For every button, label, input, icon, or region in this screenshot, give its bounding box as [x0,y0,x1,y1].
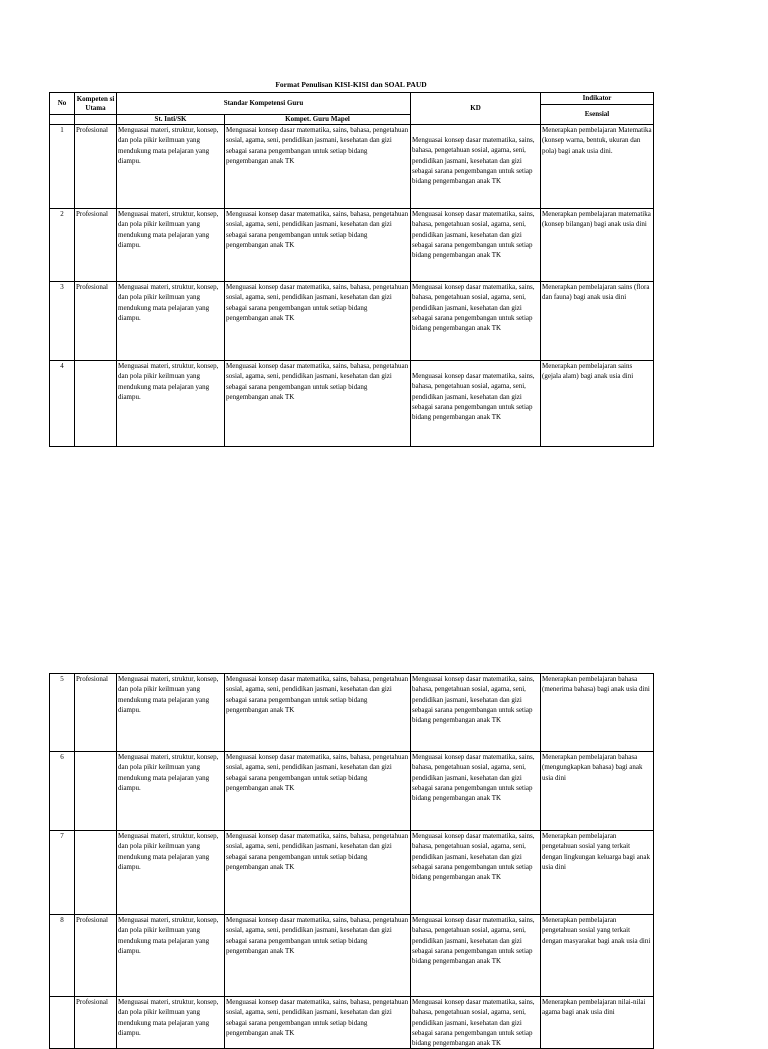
row-number: 3 [50,282,75,361]
row-kd: Menguasai konsep dasar matematika, sains, bahasa, pengetahuan sosial, agama, seni, pendidikan jasmani, kesehatan dan gizi sebagai sarana pengembangan untuk setiap bidang pengembangan anak TK [411,674,541,752]
table-row [50,997,654,1049]
row-kompet-mapel: Menguasai konsep dasar matematika, sains, bahasa, pengetahuan sosial, agama, seni, pendidikan jasmani, kesehatan dan gizi sebagai sarana pengembangan untuk setiap bidang pengembangan anak TK [225,361,411,447]
row-kd: Menguasai konsep dasar matematika, sains, bahasa, pengetahuan sosial, agama, seni, pendidikan jasmani, kesehatan dan gizi sebagai sarana pengembangan untuk setiap bidang pengembangan anak TK [411,209,541,282]
table-row [50,752,654,831]
header-indikator: Indikator [541,93,654,105]
header-no-continued [50,115,75,125]
row-kompet-mapel: Menguasai konsep dasar matematika, sains, bahasa, pengetahuan sosial, agama, seni, pendidikan jasmani, kesehatan dan gizi sebagai sarana pengembangan untuk setiap bidang pengembangan anak TK [225,997,411,1049]
row-st-inti: Menguasai materi, struktur, konsep, dan pola pikir keilmuan yang mendukung mata pelajaran yang diampu. [117,915,225,997]
header-st-inti: St. Inti/SK [117,115,225,125]
row-st-inti: Menguasai materi, struktur, konsep, dan pola pikir keilmuan yang mendukung mata pelajaran yang diampu. [117,674,225,752]
header-kompetensi-utama: Kompeten si Utama [75,93,117,115]
table-row [50,915,654,997]
row-indikator-esensial: Menerapkan pembelajaran pengetahuan sosial yang terkait dengan lingkungan keluarga bagi anak usia dini [541,831,654,915]
row-number [50,997,75,1049]
row-kompetensi-utama: Profesional [75,282,117,361]
row-st-inti: Menguasai materi, struktur, konsep, dan pola pikir keilmuan yang mendukung mata pelajaran yang diampu. [117,997,225,1049]
row-number: 4 [50,361,75,447]
row-kompetensi-utama: Profesional [75,125,117,209]
row-number: 6 [50,752,75,831]
row-st-inti: Menguasai materi, struktur, konsep, dan pola pikir keilmuan yang mendukung mata pelajaran yang diampu. [117,209,225,282]
row-kompet-mapel: Menguasai konsep dasar matematika, sains, bahasa, pengetahuan sosial, agama, seni, pendidikan jasmani, kesehatan dan gizi sebagai sarana pengembangan untuk setiap bidang pengembangan anak TK [225,915,411,997]
row-indikator-esensial: Menerapkan pembelajaran pengetahuan sosial yang terkait dengan masyarakat bagi anak usia dini [541,915,654,997]
row-indikator-esensial: Menerapkan pembelajaran sains (gejala alam) bagi anak usia dini [541,361,654,447]
row-st-inti: Menguasai materi, struktur, konsep, dan pola pikir keilmuan yang mendukung mata pelajaran yang diampu. [117,361,225,447]
row-kompetensi-utama: Profesional [75,997,117,1049]
kisi-table-body-page-2 [50,674,654,1049]
row-kompetensi-utama: Profesional [75,674,117,752]
row-st-inti: Menguasai materi, struktur, konsep, dan pola pikir keilmuan yang mendukung mata pelajaran yang diampu. [117,125,225,209]
row-kd: Menguasai konsep dasar matematika, sains, bahasa, pengetahuan sosial, agama, seni, pendidikan jasmani, kesehatan dan gizi sebagai sarana pengembangan untuk setiap bidang pengembangan anak TK [411,915,541,997]
header-kd: KD [411,93,541,125]
row-indikator-esensial: Menerapkan pembelajaran matematika (konsep bilangan) bagi anak usia dini [541,209,654,282]
row-indikator-esensial: Menerapkan pembelajaran Matematika (konsep warna, bentuk, ukuran dan pola) bagi anak usia dini. [541,125,654,209]
row-kompetensi-utama [75,361,117,447]
row-number: 1 [50,125,75,209]
row-kd: Menguasai konsep dasar matematika, sains, bahasa, pengetahuan sosial, agama, seni, pendidikan jasmani, kesehatan dan gizi sebagai sarana pengembangan untuk setiap bidang pengembangan anak TK [411,282,541,361]
table-row [50,674,654,752]
table-row [50,831,654,915]
row-kompet-mapel: Menguasai konsep dasar matematika, sains, bahasa, pengetahuan sosial, agama, seni, pendidikan jasmani, kesehatan dan gizi sebagai sarana pengembangan untuk setiap bidang pengembangan anak TK [225,752,411,831]
row-kompetensi-utama [75,752,117,831]
table-row [50,282,654,361]
header-kompetensi-continued [75,115,117,125]
row-number: 5 [50,674,75,752]
row-kompet-mapel: Menguasai konsep dasar matematika, sains, bahasa, pengetahuan sosial, agama, seni, pendidikan jasmani, kesehatan dan gizi sebagai sarana pengembangan untuk setiap bidang pengembangan anak TK [225,282,411,361]
kisi-table-page-2 [49,673,654,1049]
row-number: 7 [50,831,75,915]
header-standar-kompetensi: Standar Kompetensi Guru [117,93,411,115]
row-st-inti: Menguasai materi, struktur, konsep, dan pola pikir keilmuan yang mendukung mata pelajaran yang diampu. [117,282,225,361]
row-kompet-mapel: Menguasai konsep dasar matematika, sains, bahasa, pengetahuan sosial, agama, seni, pendidikan jasmani, kesehatan dan gizi sebagai sarana pengembangan untuk setiap bidang pengembangan anak TK [225,209,411,282]
row-indikator-esensial: Menerapkan pembelajaran nilai-nilai agama bagi anak usia dini [541,997,654,1049]
row-kompetensi-utama: Profesional [75,209,117,282]
row-kompetensi-utama: Profesional [75,915,117,997]
table-row [50,361,654,447]
row-st-inti: Menguasai materi, struktur, konsep, dan pola pikir keilmuan yang mendukung mata pelajaran yang diampu. [117,752,225,831]
row-kd: Menguasai konsep dasar matematika, sains, bahasa, pengetahuan sosial, agama, seni, pendidikan jasmani, kesehatan dan gizi sebagai sarana pengembangan untuk setiap bidang pengembangan anak TK [411,997,541,1049]
row-kd: Menguasai konsep dasar matematika, sains, bahasa, pengetahuan sosial, agama, seni, pendidikan jasmani, kesehatan dan gizi sebagai sarana pengembangan untuk setiap bidang pengembangan anak TK [411,361,541,447]
header-kompet-mapel: Kompet. Guru Mapel [225,115,411,125]
row-kd: Menguasai konsep dasar matematika, sains, bahasa, pengetahuan sosial, agama, seni, pendidikan jasmani, kesehatan dan gizi sebagai sarana pengembangan untuk setiap bidang pengembangan anak TK [411,125,541,209]
row-indikator-esensial: Menerapkan pembelajaran sains (flora dan fauna) bagi anak usia dini [541,282,654,361]
table-row [50,125,654,209]
row-kd: Menguasai konsep dasar matematika, sains, bahasa, pengetahuan sosial, agama, seni, pendidikan jasmani, kesehatan dan gizi sebagai sarana pengembangan untuk setiap bidang pengembangan anak TK [411,831,541,915]
header-no: No [50,93,75,115]
document-title: Format Penulisan KISI-KISI dan SOAL PAUD [275,80,427,89]
kisi-table-body-page-1 [50,125,654,447]
row-kompet-mapel: Menguasai konsep dasar matematika, sains, bahasa, pengetahuan sosial, agama, seni, pendidikan jasmani, kesehatan dan gizi sebagai sarana pengembangan untuk setiap bidang pengembangan anak TK [225,125,411,209]
table-row [50,209,654,282]
row-kompet-mapel: Menguasai konsep dasar matematika, sains, bahasa, pengetahuan sosial, agama, seni, pendidikan jasmani, kesehatan dan gizi sebagai sarana pengembangan untuk setiap bidang pengembangan anak TK [225,831,411,915]
row-indikator-esensial: Menerapkan pembelajaran bahasa (menerima bahasa) bagi anak usia dini [541,674,654,752]
row-kompet-mapel: Menguasai konsep dasar matematika, sains, bahasa, pengetahuan sosial, agama, seni, pendidikan jasmani, kesehatan dan gizi sebagai sarana pengembangan untuk setiap bidang pengembangan anak TK [225,674,411,752]
row-number: 8 [50,915,75,997]
row-kompetensi-utama [75,831,117,915]
row-number: 2 [50,209,75,282]
row-kd: Menguasai konsep dasar matematika, sains, bahasa, pengetahuan sosial, agama, seni, pendidikan jasmani, kesehatan dan gizi sebagai sarana pengembangan untuk setiap bidang pengembangan anak TK [411,752,541,831]
row-indikator-esensial: Menerapkan pembelajaran bahasa (mengungkapkan bahasa) bagi anak usia dini [541,752,654,831]
row-st-inti: Menguasai materi, struktur, konsep, dan pola pikir keilmuan yang mendukung mata pelajaran yang diampu. [117,831,225,915]
kisi-table-page-1 [49,92,654,447]
header-esensial: Esensial [541,105,654,125]
